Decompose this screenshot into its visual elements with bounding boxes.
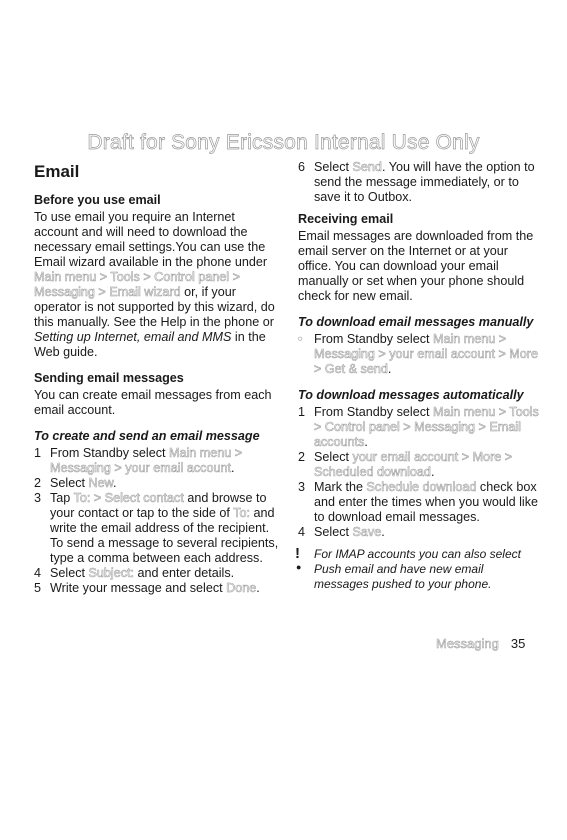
- menu-path: Subject:: [88, 566, 135, 580]
- watermark: Draft for Sony Ericsson Internal Use Only: [87, 131, 480, 154]
- menu-path: your email account > More > Scheduled download: [314, 450, 513, 479]
- left-column: [34, 160, 280, 596]
- before-paragraph: To use email you require an Internet account and will need to download the necessary email settings.You can use the Email wizard available in the phone under Main menu > Tools > Control panel > Messaging > Email wizard or, if your operator is not supported by this wizard, do this manually. See the Help in the phone or Setting up Internet, email and MMS in the Web guide.: [34, 210, 275, 359]
- page-footer: [436, 636, 525, 651]
- bullet-icon: •: [298, 332, 303, 346]
- create-heading: To create and send an email message: [34, 429, 260, 443]
- manual-bullet-item: • From Standby select Main menu > Messaging > your email account > More > Get & send.: [298, 332, 539, 376]
- auto-step-2: 2 Select your email account > More > Scheduled download.: [298, 450, 513, 479]
- step-6: 6 Select Send. You will have the option to send the message immediately, or to save it to Outbox.: [298, 160, 535, 204]
- menu-path: Main menu > Messaging > your email account > More > Get & send: [314, 332, 539, 376]
- step-3: 3 Tap To: > Select contact and browse to your contact or tap to the side of To: and write the email address of the recipient. To send a message to several recipients, type a comma between each address.: [34, 491, 279, 565]
- note: [295, 545, 540, 592]
- receiving-heading: Receiving email: [298, 212, 394, 226]
- menu-path: Main menu > Tools > Control panel > Messaging > Email wizard: [34, 270, 240, 299]
- receiving-paragraph: Email messages are downloaded from the email server on the Internet or at your office. You can download your email manually or set when your phone should check for new email.: [298, 229, 534, 303]
- exclamation-icon: !: [295, 545, 300, 562]
- dot-icon: ●: [296, 562, 302, 572]
- menu-path: To:: [233, 506, 250, 520]
- step-4: 4 Select Subject: and enter details.: [34, 566, 235, 580]
- menu-path: Main menu > Messaging > your email account: [50, 446, 243, 475]
- auto-step-3: 3 Mark the Schedule download check box and enter the times when you would like to download email messages.: [298, 480, 539, 524]
- menu-path: Save: [352, 525, 382, 539]
- footer-section: Messaging: [436, 636, 499, 651]
- menu-path: Done: [226, 581, 257, 595]
- sending-paragraph: You can create email messages from each email account.: [34, 388, 272, 417]
- menu-path: Send: [352, 160, 382, 174]
- step-1: 1 From Standby select Main menu > Messaging > your email account.: [34, 446, 243, 475]
- page-title: Email: [34, 162, 80, 181]
- page-number: 35: [510, 636, 526, 651]
- sending-heading: Sending email messages: [34, 371, 184, 385]
- manual-heading: To download email messages manually: [298, 315, 534, 329]
- menu-path: To: > Select contact: [73, 491, 184, 505]
- menu-path: New: [88, 476, 114, 490]
- menu-path: Main menu > Tools > Control panel > Messaging > Email accounts: [314, 405, 539, 449]
- menu-path: Schedule download: [366, 480, 477, 494]
- auto-step-1: 1 From Standby select Main menu > Tools > Control panel > Messaging > Email accounts.: [298, 405, 539, 449]
- right-column: [295, 160, 540, 592]
- note-text: For IMAP accounts you can also select Push email and have new email messages pushed to your phone.: [314, 547, 521, 591]
- step-5: 5 Write your message and select Done.: [34, 581, 260, 595]
- step-2: 2 Select New.: [34, 476, 117, 490]
- before-heading: Before you use email: [34, 193, 161, 207]
- auto-heading: To download messages automatically: [298, 388, 524, 402]
- auto-step-4: 4 Select Save.: [298, 525, 385, 539]
